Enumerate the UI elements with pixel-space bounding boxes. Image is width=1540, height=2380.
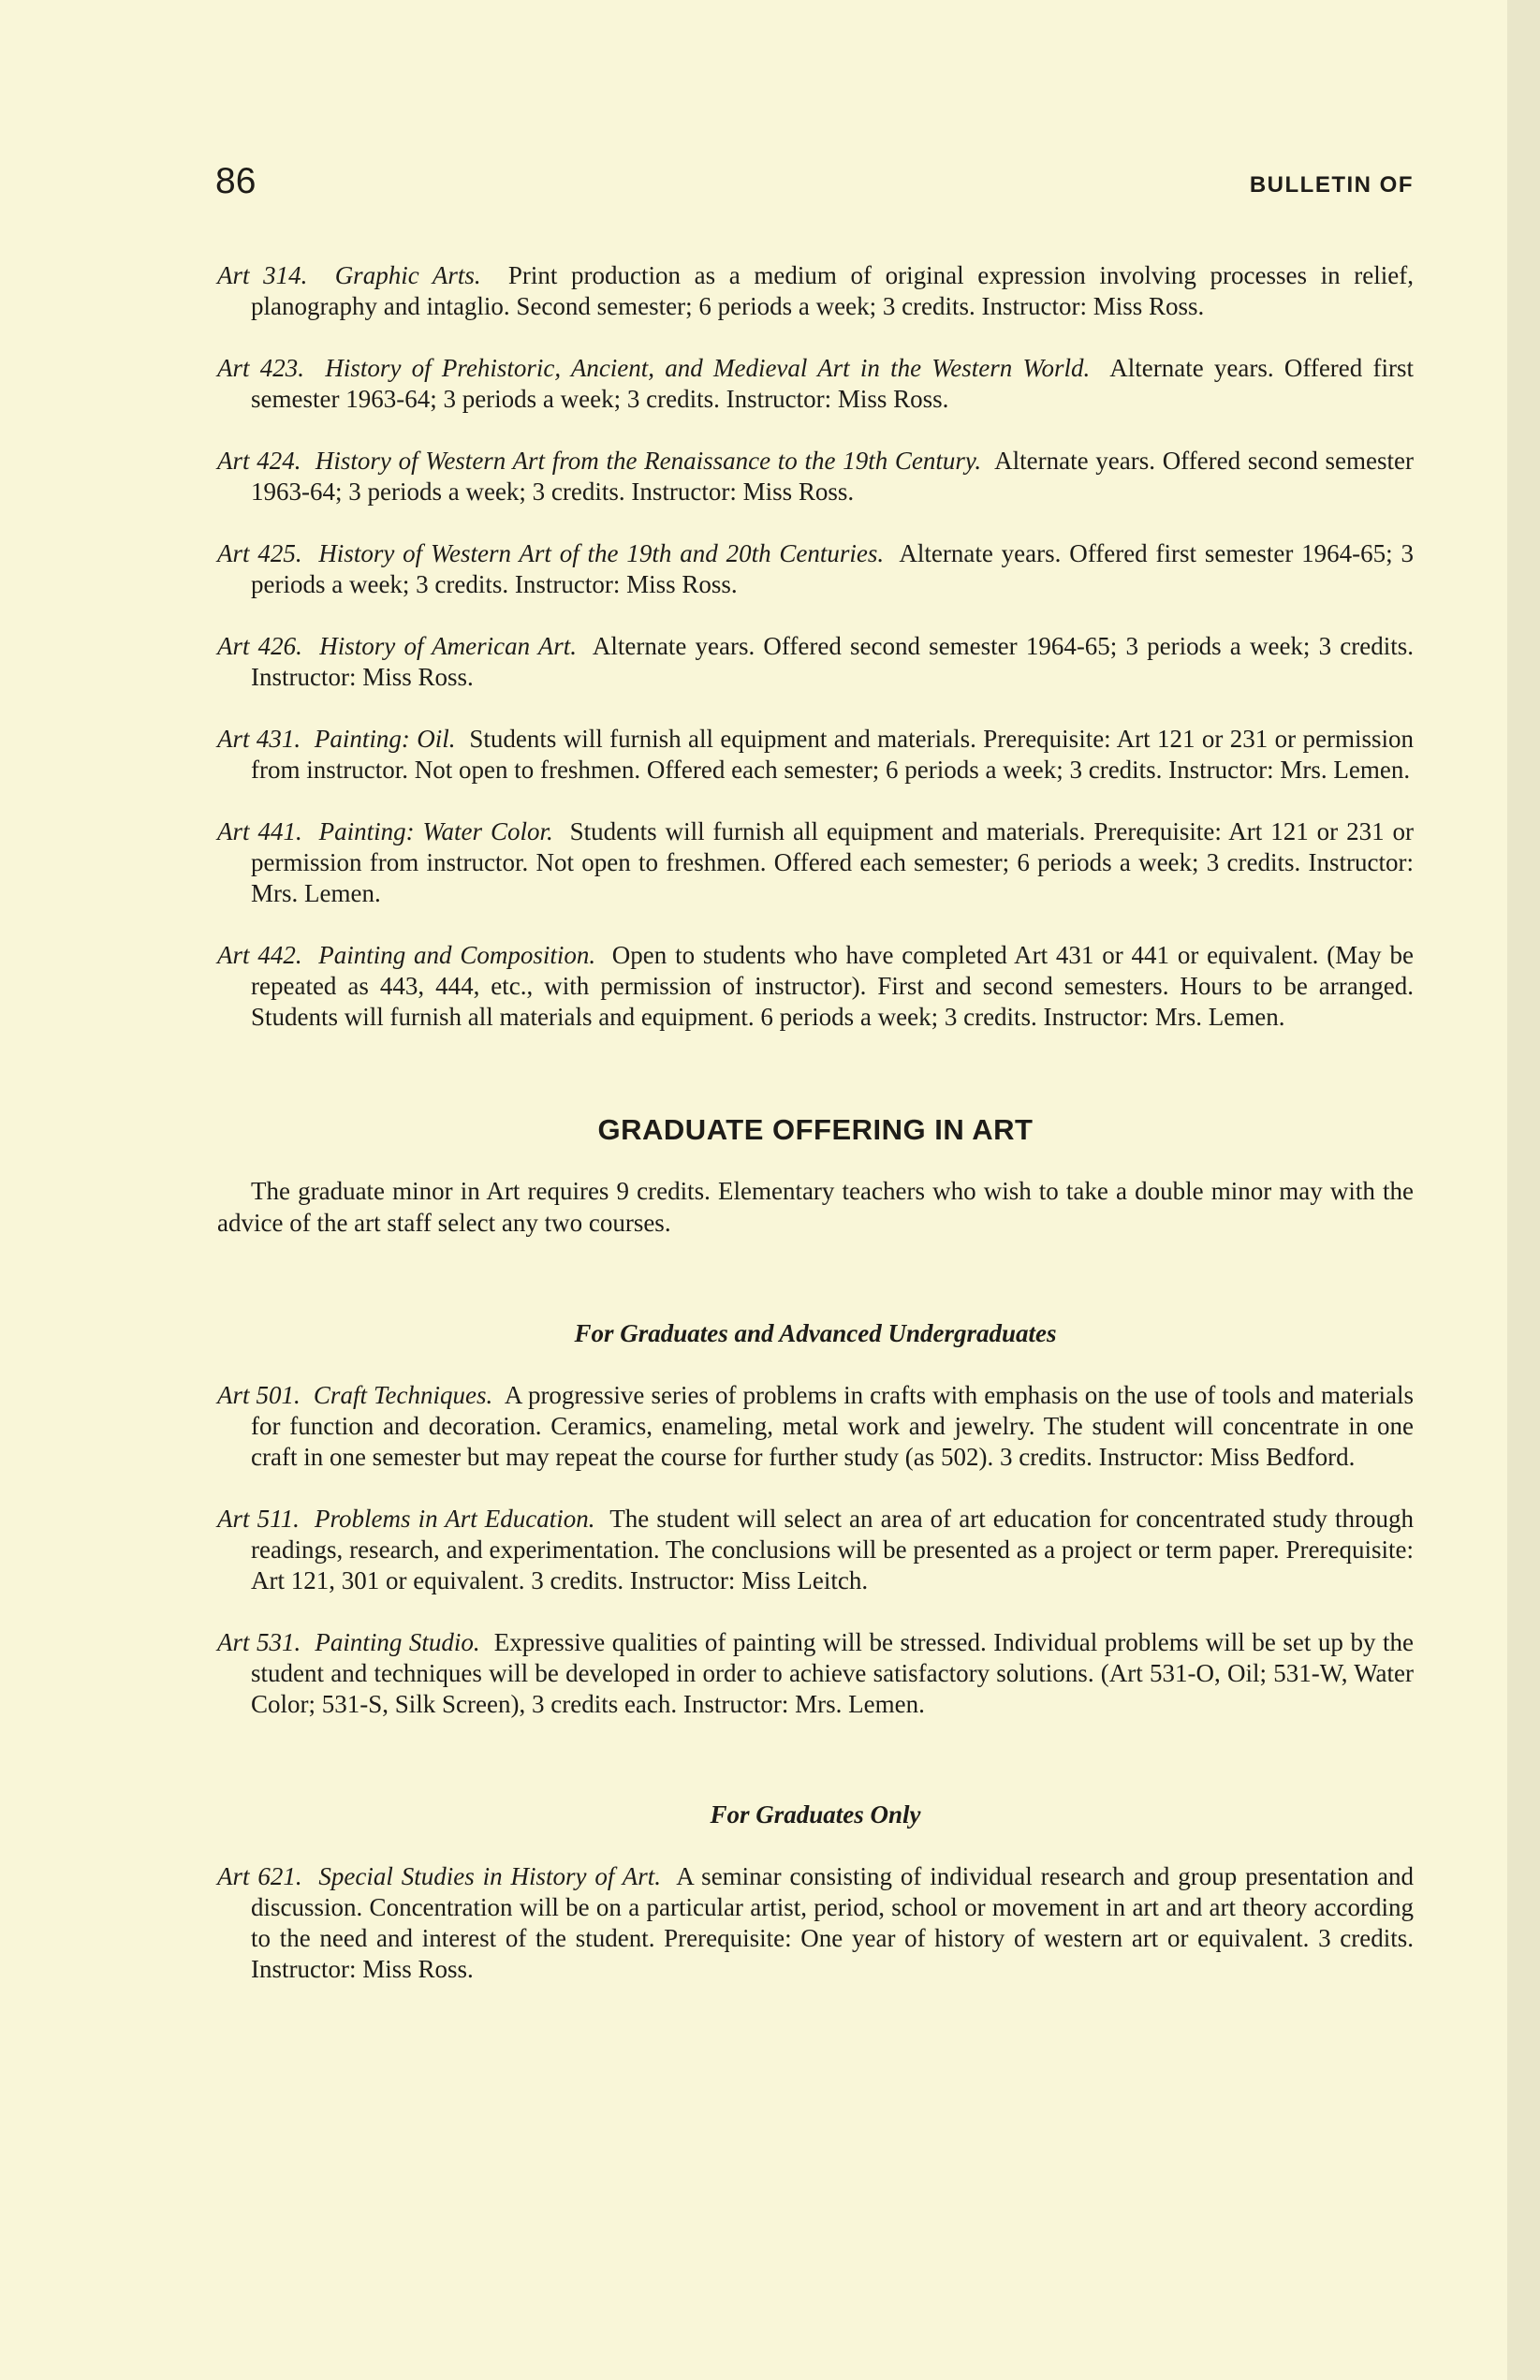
course-entry-art-531 [217,1627,1414,1720]
course-entry-art-424 [217,446,1414,507]
course-title: Painting and Composition. [318,941,596,969]
course-code: Art 531. [217,1628,301,1656]
course-title: Painting: Water Color. [318,817,553,845]
course-description: A progressive series of problems in crafts with emphasis on the use of tools and materials for function and decoration. Ceramics, enameling, metal work and jewelry. The student will concentrate in one craft in one semester but may repeat the course for further study (as 502). 3 credits. Instructor: Miss Bedford. [251,1381,1414,1471]
course-entry-art-431 [217,724,1414,786]
course-entry-art-442 [217,940,1414,1033]
course-description: Print production as a medium of original expression involving processes in relief, planography and intaglio. Second semester; 6 periods a week; 3 credits. Instructor: Miss Ross. [251,261,1414,320]
graduate-section-heading: GRADUATE OFFERING IN ART [597,1113,1034,1146]
course-title: Painting Studio. [315,1628,480,1656]
course-description: Expressive qualities of painting will be stressed. Individual problems will be set up by the student and techniques will be developed in order to achieve satisfactory solutions. (Art 531-O, Oil; 531-W, Water Color; 531-S, Silk Screen), 3 credits each. Instructor: Mrs. Lemen. [251,1628,1414,1718]
course-title: History of American Art. [319,632,578,660]
course-code: Art 442. [217,941,302,969]
course-description: A seminar consisting of individual research and group presentation and discussion. Concentration will be on a particular artist, period, school or movement in art and art theory according to the need and interest of the student. Prerequisite: One year of history of western art or equivalent. 3 credits. Instructor: Miss Ross. [251,1862,1414,1983]
course-code: Art 424. [217,447,301,475]
course-title: History of Western Art from the Renaissance to the 19th Century. [315,447,982,475]
course-title: Problems in Art Education. [315,1505,595,1533]
course-code: Art 426. [217,632,302,660]
course-code: Art 511. [217,1505,300,1533]
running-head: BULLETIN OF [1249,172,1414,198]
page-header [215,161,1414,208]
course-code: Art 501. [217,1381,301,1409]
course-title: History of Prehistoric, Ancient, and Medieval Art in the Western World. [325,354,1091,382]
course-title: History of Western Art of the 19th and 20th Centuries. [318,539,885,567]
course-description: The student will select an area of art education for concentrated study through readings, research, and experimentation. The conclusions will be presented as a project or term paper. Prerequisite: Art 121, 301 or equivalent. 3 credits. Instructor: Miss Leitch. [251,1505,1415,1594]
course-description: Alternate years. Offered second semester 1964-65; 3 periods a week; 3 credits. Instructor: Miss Ross. [251,632,1414,691]
course-code: Art 441. [217,817,302,845]
course-entry-art-511 [217,1504,1414,1596]
course-entry-art-314 [217,260,1414,322]
course-description: Students will furnish all equipment and materials. Prerequisite: Art 121 or 231 or permission from instructor. Not open to freshmen. Offered each semester; 6 periods a week; 3 credits. Instructor: Mrs. Lemen. [251,725,1414,784]
course-title: Craft Techniques. [313,1381,493,1409]
course-description: Alternate years. Offered second semester 1963-64; 3 periods a week; 3 credits. Instructor: Miss Ross. [251,447,1414,506]
course-code: Art 423. [217,354,304,382]
course-entry-art-425 [217,538,1414,600]
course-code: Art 431. [217,725,301,753]
course-entry-art-441 [217,816,1414,909]
graduates-only-subheading: For Graduates Only [710,1800,921,1829]
course-entry-art-621 [217,1861,1414,1985]
course-entry-art-423 [217,353,1414,415]
course-entry-art-501 [217,1380,1414,1473]
page-number: 86 [215,161,257,201]
page-content [217,260,1414,2016]
course-title: Special Studies in History of Art. [318,1862,662,1890]
course-title: Painting: Oil. [314,725,456,753]
course-code: Art 314. [217,261,308,289]
course-code: Art 621. [217,1862,302,1890]
course-description: Alternate years. Offered first semester 1963-64; 3 periods a week; 3 credits. Instructor: Miss Ross. [251,354,1414,413]
advanced-subheading: For Graduates and Advanced Undergraduates [574,1319,1057,1347]
course-description: Alternate years. Offered first semester 1964-65; 3 periods a week; 3 credits. Instructor: Miss Ross. [251,539,1415,598]
graduate-intro: The graduate minor in Art requires 9 credits. Elementary teachers who wish to take a double minor may with the advice of the art staff select any two courses. [217,1177,1414,1237]
page-edge [1507,0,1540,2380]
course-title: Graphic Arts. [334,261,481,289]
course-description: Open to students who have completed Art 431 or 441 or equivalent. (May be repeated as 443, 444, etc., with permission of instructor). First and second semesters. Hours to be arranged. Students will furnish all materials and equipment. 6 periods a week; 3 credits. Instructor: Mrs. Lemen. [251,941,1414,1031]
course-description: Students will furnish all equipment and materials. Prerequisite: Art 121 or 231 or permission from instructor. Not open to freshmen. Offered each semester; 6 periods a week; 3 credits. Instructor: Mrs. Lemen. [251,817,1415,907]
course-code: Art 425. [217,539,302,567]
course-entry-art-426 [217,631,1414,693]
